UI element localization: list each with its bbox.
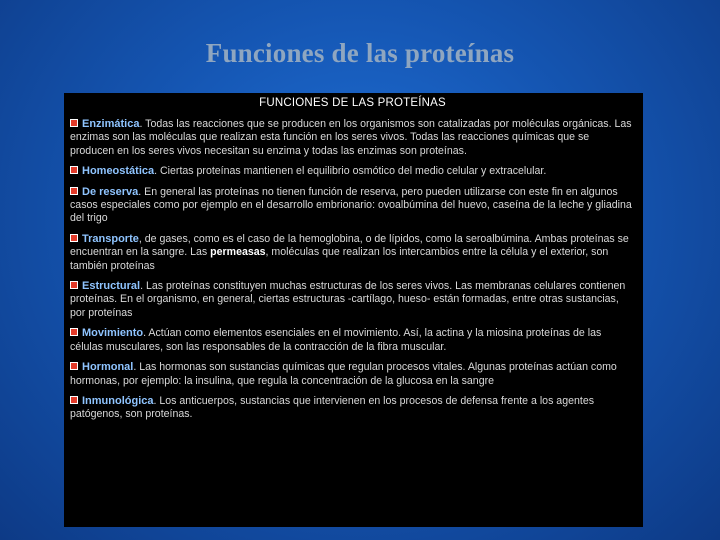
bullet-icon <box>70 119 78 127</box>
bullet-icon <box>70 328 78 336</box>
item-text: . Todas las reacciones que se producen en los organismos son catalizadas por moléculas orgánicas. Las enzimas son las moléculas que realizan esta función en los seres vivos. Todas las reacciones químicas que se producen en los seres vivos necesitan su enzima y todas las enzimas son proteínas. <box>70 118 632 157</box>
item-term: Transporte <box>82 232 139 245</box>
slide-title: Funciones de las proteínas <box>205 38 515 68</box>
bullet-icon <box>70 234 78 242</box>
item-de-reserva <box>70 186 635 226</box>
item-text: , moléculas que realizan los intercambios entre la célula y el exterior, son también proteínas <box>70 246 609 272</box>
item-term: Homeostática <box>82 165 155 178</box>
item-term: Enzimática <box>82 118 140 130</box>
item-text: , de gases, como es el caso de la hemoglobina, o de lípidos, como la seroalbúmina. Ambas proteínas se encuentran en la sangre. Las <box>70 232 629 259</box>
panel-heading: FUNCIONES DE LAS PROTEÍNAS <box>259 97 446 109</box>
item-term: Estructural <box>82 280 141 293</box>
content-panel <box>64 93 643 527</box>
item-term: Inmunológica <box>82 394 154 407</box>
item-text: . Ciertas proteínas mantienen el equilibrio osmótico del medio celular y extracelular. <box>154 165 547 178</box>
item-text: . Los anticuerpos, sustancias que intervienen en los procesos de defensa frente a los agentes patógenos, son proteínas. <box>70 394 595 421</box>
item-movimiento <box>70 327 635 354</box>
item-estructural <box>70 280 635 320</box>
item-hormonal <box>70 361 635 388</box>
bullet-icon <box>70 362 78 370</box>
item-enzimatica <box>70 118 635 158</box>
item-text: . Las hormonas son sustancias químicas que regulan procesos vitales. Algunas proteínas actúan como hormonas, por ejemplo: la insulina, que regula la concentración de la glucosa en la sangre <box>70 361 617 387</box>
item-text: . Las proteínas constituyen muchas estructuras de los seres vivos. Las membranas celulares contienen proteínas. En el organismo, en general, ciertas estructuras -cartílago, hueso- están formadas, entre otras sustancias, por proteínas <box>70 280 626 319</box>
item-term: De reserva <box>82 185 139 198</box>
item-term: Hormonal <box>82 361 134 374</box>
bullet-icon <box>70 187 78 195</box>
item-homeostatica <box>70 165 635 178</box>
item-inmunologica <box>70 395 635 422</box>
bullet-icon <box>70 166 78 174</box>
item-text: . Actúan como elementos esenciales en el movimiento. Así, la actina y la miosina proteínas de las células musculares, son las responsables de la contracción de la fibra muscular. <box>70 327 602 353</box>
bullet-icon <box>70 396 78 404</box>
item-term: Movimiento <box>82 327 144 340</box>
item-highlight: permeasas <box>210 246 266 259</box>
item-text: . En general las proteínas no tienen función de reserva, pero pueden utilizarse con este fin en algunos casos especiales como por ejemplo en el desarrollo embrionario: ovoalbúmina del huevo, caseína de la leche y gliadina del trigo <box>70 185 632 225</box>
item-transporte <box>70 233 635 273</box>
bullet-icon <box>70 281 78 289</box>
